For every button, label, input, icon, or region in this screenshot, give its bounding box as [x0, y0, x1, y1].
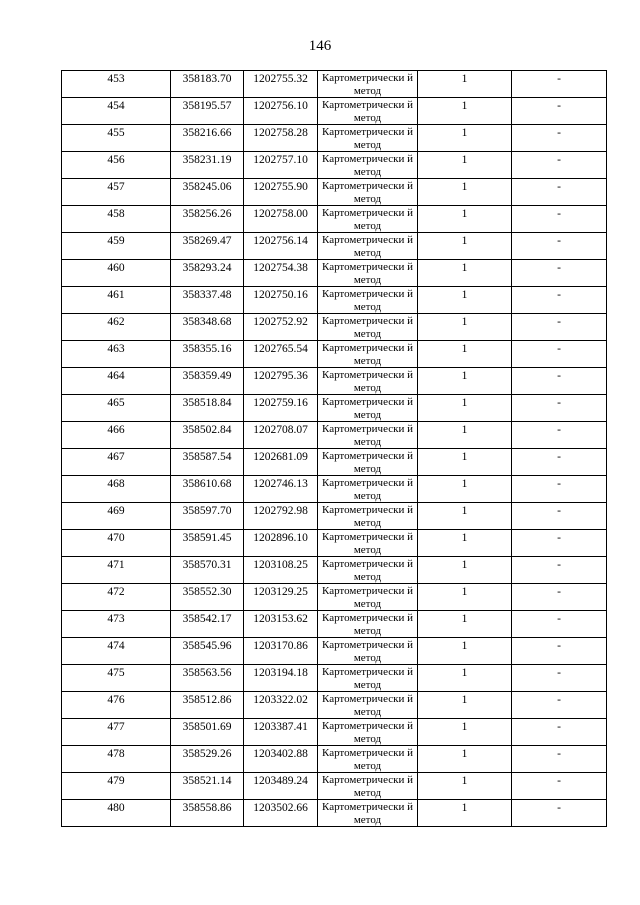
table-row [62, 746, 607, 773]
method-cell: Картометрически й метод [318, 206, 418, 233]
precision-cell: 1 [418, 557, 512, 584]
table-row [62, 71, 607, 98]
method-cell: Картометрически й метод [318, 260, 418, 287]
precision-cell: 1 [418, 692, 512, 719]
x-coordinate-cell: 358195.57 [171, 98, 244, 125]
method-cell: Картометрически й метод [318, 746, 418, 773]
table-row [62, 719, 607, 746]
note-cell: - [512, 152, 607, 179]
precision-cell: 1 [418, 665, 512, 692]
point-number-cell: 455 [62, 125, 171, 152]
x-coordinate-cell: 358558.86 [171, 800, 244, 827]
point-number-cell: 478 [62, 746, 171, 773]
note-cell: - [512, 638, 607, 665]
note-cell: - [512, 422, 607, 449]
precision-cell: 1 [418, 287, 512, 314]
precision-cell: 1 [418, 233, 512, 260]
y-coordinate-cell: 1202746.13 [244, 476, 318, 503]
y-coordinate-cell: 1202758.00 [244, 206, 318, 233]
method-cell: Картометрически й метод [318, 719, 418, 746]
point-number-cell: 461 [62, 287, 171, 314]
method-cell: Картометрически й метод [318, 611, 418, 638]
method-cell: Картометрически й метод [318, 179, 418, 206]
table-row [62, 557, 607, 584]
note-cell: - [512, 665, 607, 692]
x-coordinate-cell: 358610.68 [171, 476, 244, 503]
note-cell: - [512, 530, 607, 557]
y-coordinate-cell: 1202755.32 [244, 71, 318, 98]
precision-cell: 1 [418, 773, 512, 800]
precision-cell: 1 [418, 746, 512, 773]
y-coordinate-cell: 1203502.66 [244, 800, 318, 827]
y-coordinate-cell: 1203108.25 [244, 557, 318, 584]
precision-cell: 1 [418, 719, 512, 746]
y-coordinate-cell: 1202758.28 [244, 125, 318, 152]
note-cell: - [512, 71, 607, 98]
table-row [62, 476, 607, 503]
x-coordinate-cell: 358231.19 [171, 152, 244, 179]
point-number-cell: 453 [62, 71, 171, 98]
note-cell: - [512, 368, 607, 395]
page-number: 146 [308, 38, 332, 54]
method-cell: Картометрически й метод [318, 530, 418, 557]
method-cell: Картометрически й метод [318, 368, 418, 395]
x-coordinate-cell: 358552.30 [171, 584, 244, 611]
point-number-cell: 464 [62, 368, 171, 395]
precision-cell: 1 [418, 260, 512, 287]
y-coordinate-cell: 1202759.16 [244, 395, 318, 422]
precision-cell: 1 [418, 584, 512, 611]
table-row [62, 800, 607, 827]
table-row [62, 692, 607, 719]
x-coordinate-cell: 358256.26 [171, 206, 244, 233]
method-cell: Картометрически й метод [318, 233, 418, 260]
point-number-cell: 460 [62, 260, 171, 287]
point-number-cell: 468 [62, 476, 171, 503]
table-row [62, 152, 607, 179]
method-cell: Картометрически й метод [318, 152, 418, 179]
x-coordinate-cell: 358587.54 [171, 449, 244, 476]
y-coordinate-cell: 1203489.24 [244, 773, 318, 800]
precision-cell: 1 [418, 449, 512, 476]
y-coordinate-cell: 1202681.09 [244, 449, 318, 476]
x-coordinate-cell: 358512.86 [171, 692, 244, 719]
precision-cell: 1 [418, 314, 512, 341]
note-cell: - [512, 503, 607, 530]
note-cell: - [512, 287, 607, 314]
precision-cell: 1 [418, 800, 512, 827]
table-row [62, 368, 607, 395]
precision-cell: 1 [418, 179, 512, 206]
note-cell: - [512, 260, 607, 287]
table-row [62, 503, 607, 530]
point-number-cell: 473 [62, 611, 171, 638]
table-row [62, 449, 607, 476]
table-row [62, 422, 607, 449]
note-cell: - [512, 98, 607, 125]
point-number-cell: 476 [62, 692, 171, 719]
x-coordinate-cell: 358293.24 [171, 260, 244, 287]
precision-cell: 1 [418, 395, 512, 422]
point-number-cell: 454 [62, 98, 171, 125]
point-number-cell: 459 [62, 233, 171, 260]
x-coordinate-cell: 358597.70 [171, 503, 244, 530]
note-cell: - [512, 476, 607, 503]
method-cell: Картометрически й метод [318, 692, 418, 719]
precision-cell: 1 [418, 71, 512, 98]
x-coordinate-cell: 358518.84 [171, 395, 244, 422]
y-coordinate-cell: 1202752.92 [244, 314, 318, 341]
x-coordinate-cell: 358542.17 [171, 611, 244, 638]
point-number-cell: 471 [62, 557, 171, 584]
note-cell: - [512, 557, 607, 584]
y-coordinate-cell: 1202755.90 [244, 179, 318, 206]
point-number-cell: 480 [62, 800, 171, 827]
table-row [62, 530, 607, 557]
note-cell: - [512, 800, 607, 827]
note-cell: - [512, 395, 607, 422]
y-coordinate-cell: 1202757.10 [244, 152, 318, 179]
y-coordinate-cell: 1202754.38 [244, 260, 318, 287]
point-number-cell: 479 [62, 773, 171, 800]
note-cell: - [512, 584, 607, 611]
point-number-cell: 457 [62, 179, 171, 206]
point-number-cell: 474 [62, 638, 171, 665]
table-row [62, 287, 607, 314]
note-cell: - [512, 746, 607, 773]
x-coordinate-cell: 358521.14 [171, 773, 244, 800]
method-cell: Картометрически й метод [318, 503, 418, 530]
note-cell: - [512, 611, 607, 638]
note-cell: - [512, 179, 607, 206]
x-coordinate-cell: 358337.48 [171, 287, 244, 314]
precision-cell: 1 [418, 98, 512, 125]
x-coordinate-cell: 358216.66 [171, 125, 244, 152]
table-row [62, 98, 607, 125]
point-number-cell: 469 [62, 503, 171, 530]
x-coordinate-cell: 358359.49 [171, 368, 244, 395]
table-row [62, 179, 607, 206]
y-coordinate-cell: 1203153.62 [244, 611, 318, 638]
note-cell: - [512, 125, 607, 152]
method-cell: Картометрически й метод [318, 71, 418, 98]
x-coordinate-cell: 358355.16 [171, 341, 244, 368]
method-cell: Картометрически й метод [318, 449, 418, 476]
note-cell: - [512, 719, 607, 746]
precision-cell: 1 [418, 152, 512, 179]
table-row [62, 395, 607, 422]
table-row [62, 665, 607, 692]
table-row [62, 233, 607, 260]
note-cell: - [512, 692, 607, 719]
x-coordinate-cell: 358348.68 [171, 314, 244, 341]
y-coordinate-cell: 1202896.10 [244, 530, 318, 557]
method-cell: Картометрически й метод [318, 665, 418, 692]
y-coordinate-cell: 1202756.10 [244, 98, 318, 125]
method-cell: Картометрически й метод [318, 287, 418, 314]
method-cell: Картометрически й метод [318, 395, 418, 422]
point-number-cell: 470 [62, 530, 171, 557]
table-body [62, 71, 607, 827]
precision-cell: 1 [418, 476, 512, 503]
precision-cell: 1 [418, 125, 512, 152]
precision-cell: 1 [418, 530, 512, 557]
method-cell: Картометрически й метод [318, 422, 418, 449]
point-number-cell: 465 [62, 395, 171, 422]
precision-cell: 1 [418, 206, 512, 233]
method-cell: Картометрически й метод [318, 98, 418, 125]
table-row [62, 260, 607, 287]
method-cell: Картометрически й метод [318, 584, 418, 611]
y-coordinate-cell: 1202795.36 [244, 368, 318, 395]
precision-cell: 1 [418, 368, 512, 395]
y-coordinate-cell: 1202708.07 [244, 422, 318, 449]
x-coordinate-cell: 358563.56 [171, 665, 244, 692]
note-cell: - [512, 233, 607, 260]
note-cell: - [512, 449, 607, 476]
x-coordinate-cell: 358529.26 [171, 746, 244, 773]
point-number-cell: 463 [62, 341, 171, 368]
table-row [62, 341, 607, 368]
table-row [62, 611, 607, 638]
point-number-cell: 467 [62, 449, 171, 476]
method-cell: Картометрически й метод [318, 638, 418, 665]
table-row [62, 638, 607, 665]
x-coordinate-cell: 358245.06 [171, 179, 244, 206]
table-row [62, 773, 607, 800]
table-row [62, 125, 607, 152]
y-coordinate-cell: 1203387.41 [244, 719, 318, 746]
point-number-cell: 475 [62, 665, 171, 692]
note-cell: - [512, 314, 607, 341]
point-number-cell: 472 [62, 584, 171, 611]
precision-cell: 1 [418, 503, 512, 530]
x-coordinate-cell: 358545.96 [171, 638, 244, 665]
y-coordinate-cell: 1202792.98 [244, 503, 318, 530]
x-coordinate-cell: 358502.84 [171, 422, 244, 449]
note-cell: - [512, 206, 607, 233]
x-coordinate-cell: 358501.69 [171, 719, 244, 746]
note-cell: - [512, 341, 607, 368]
precision-cell: 1 [418, 422, 512, 449]
method-cell: Картометрически й метод [318, 125, 418, 152]
y-coordinate-cell: 1203194.18 [244, 665, 318, 692]
point-number-cell: 462 [62, 314, 171, 341]
table-row [62, 584, 607, 611]
point-number-cell: 477 [62, 719, 171, 746]
y-coordinate-cell: 1202756.14 [244, 233, 318, 260]
coordinates-table [61, 70, 607, 827]
precision-cell: 1 [418, 638, 512, 665]
method-cell: Картометрически й метод [318, 341, 418, 368]
x-coordinate-cell: 358591.45 [171, 530, 244, 557]
table-row [62, 314, 607, 341]
x-coordinate-cell: 358570.31 [171, 557, 244, 584]
y-coordinate-cell: 1203402.88 [244, 746, 318, 773]
point-number-cell: 466 [62, 422, 171, 449]
y-coordinate-cell: 1202765.54 [244, 341, 318, 368]
note-cell: - [512, 773, 607, 800]
point-number-cell: 458 [62, 206, 171, 233]
x-coordinate-cell: 358269.47 [171, 233, 244, 260]
precision-cell: 1 [418, 341, 512, 368]
y-coordinate-cell: 1202750.16 [244, 287, 318, 314]
y-coordinate-cell: 1203170.86 [244, 638, 318, 665]
x-coordinate-cell: 358183.70 [171, 71, 244, 98]
point-number-cell: 456 [62, 152, 171, 179]
method-cell: Картометрически й метод [318, 314, 418, 341]
precision-cell: 1 [418, 611, 512, 638]
method-cell: Картометрически й метод [318, 800, 418, 827]
y-coordinate-cell: 1203322.02 [244, 692, 318, 719]
method-cell: Картометрически й метод [318, 557, 418, 584]
method-cell: Картометрически й метод [318, 476, 418, 503]
method-cell: Картометрически й метод [318, 773, 418, 800]
y-coordinate-cell: 1203129.25 [244, 584, 318, 611]
table-row [62, 206, 607, 233]
